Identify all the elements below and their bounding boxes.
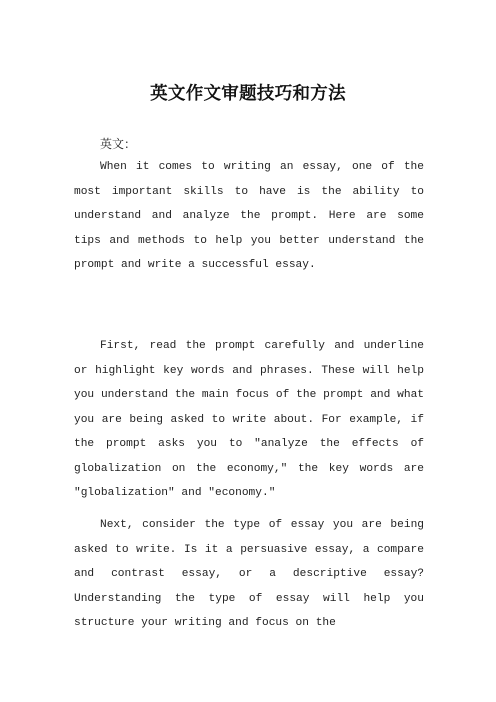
paragraph-1: When it comes to writing an essay, one of the most important skills to have is the ability to understand and analyze the prompt. Here are some tips and methods to help you better understand the prompt and write a successful essay. <box>74 161 424 271</box>
document-title: 英文作文审题技巧和方法 <box>150 84 346 104</box>
paragraph-2: First, read the prompt carefully and underline or highlight key words and phrases. These will help you understand the main focus of the prompt and what you are being asked to write about. For example, if the prompt asks you to "analyze the effects of globalization on the economy," the key words are "globalization" and "economy." <box>74 340 424 499</box>
section-label: 英文： <box>100 137 137 151</box>
paragraph-3: Next, consider the type of essay you are being asked to write. Is it a persuasive essay, a compare and contrast essay, or a descriptive essay? Understanding the type of essay will help you structure your writing and focus on the <box>74 519 424 629</box>
